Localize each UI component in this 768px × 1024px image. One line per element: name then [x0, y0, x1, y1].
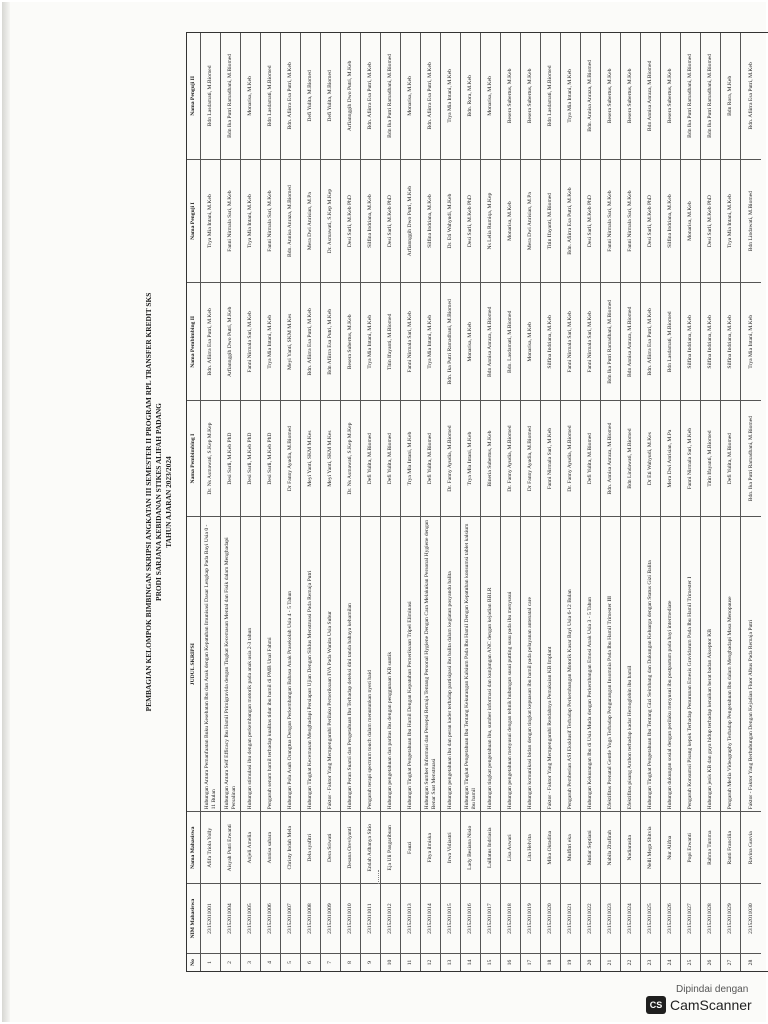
cell-pembimbing-1: Desi Sarli, M.Keb PhD — [221, 400, 240, 516]
cell-penguji-2: Defi Yulita, M.Biomed — [307, 70, 314, 122]
cell-penguji-1: Trya Mia Intani, M.Keb — [241, 159, 260, 283]
cell-pembimbing-1: Dr Fanny Ayudia, M.Biomed — [521, 400, 540, 516]
document-title — [144, 32, 184, 972]
cell-pembimbing-1: Bdn. Annisa Anraza, M.Biomed — [601, 400, 620, 516]
table-row — [521, 33, 541, 971]
cell-penguji-1: Desi Sarli, M.Keb PhD — [341, 159, 360, 283]
header-nama: Nama Mahasiswa — [187, 811, 200, 883]
table-row — [321, 33, 341, 971]
cell-pembimbing-1: Bineria Subertus, M.Keb — [481, 400, 500, 516]
cell-no: 2 — [221, 953, 240, 971]
cell-judul: Hubungan Tingkat Pengetahuan Ibu Hamil Dengan Kepatuhan Pemeriksaan Tripel Eliminasi — [401, 516, 420, 811]
cell-nim: 23152011027 — [681, 883, 700, 953]
cell-judul: Pengaruh Konsumsi Pisang kepok Terhadap Penurunan Emesis Gravidarum Pada Ibu Hamil Trimester I — [681, 516, 700, 811]
cell-nama: Nur Alifna — [661, 811, 680, 883]
cell-penguji-2: Monarisa, M.Keb — [247, 76, 254, 116]
cell-pembimbing-1: Dr Fanny Ayudia, M.Biomed — [281, 400, 300, 516]
table-row — [401, 33, 421, 971]
cell-pembimbing-1: Dr Eti Wahyudi, M.Kes — [641, 400, 660, 516]
cell-pembimbing-2: Bdn. Afiirra Esa Putri, M.Keb — [201, 282, 220, 400]
supervision-table — [186, 32, 768, 972]
cell-judul: Pengaruh terapi spectrum touch dalam menurunkan nyeri haid — [361, 516, 380, 811]
cell-penguji-2: Bdn. Afiirra Esa Putri, M.Keb — [427, 62, 434, 130]
cell-nim: 23152011004 — [221, 883, 240, 953]
cell-penguji-1: Silfina Indriana, M.Keb — [361, 159, 380, 283]
cell-penguji-1: Desi Sarli, M.Keb PhD — [641, 159, 660, 283]
header-pembimbing-2: Nama Pembimbing II — [187, 282, 200, 400]
cell-judul: Hubungan Tingkat Pengetahuan Ibu Tentang Kekurangan Kalsium Pada Ibu Hamil Dengan Kepatuhan konsumsi tablet kalsium ibu hamil — [461, 516, 480, 811]
cell-nim: 23152011028 — [701, 883, 720, 953]
cell-nim: 23152011026 — [661, 883, 680, 953]
cell-nim: 23152011007 — [281, 883, 300, 953]
cell-judul: Hubungan pengetahuan menyusui dengan tehnik hubungan susui putting susu pada ibu menyusui — [501, 516, 520, 811]
cell-nama: Dera Sriwati — [321, 811, 340, 883]
cell-penguji-2: Bdn. Afiirra Esa Putri, M.Keb — [367, 62, 374, 130]
cell-judul: Hubungan Tingkat Pengetahuan Ibu Tentang Gizi Seimbang dan Dukungan Keluarga dengan Status Gizi Balita — [641, 516, 660, 811]
cell-penguji-2: Besera Subertus, M.Keb — [667, 68, 674, 124]
cell-penguji-2: Defi Yulita, M.Biomed — [327, 70, 334, 122]
cell-nim: 23152011022 — [581, 883, 600, 953]
cell-penguji-1: Arfiannggih Dwo Putri, M.Keb — [401, 159, 420, 283]
cell-pembimbing-1: Trya Mia Intani, M.Keb — [401, 400, 420, 516]
cell-penguji-1: Bdn. Afiirra Esa Putri, M.Keb — [561, 159, 580, 283]
cell-nama: Rahma Tumma — [701, 811, 720, 883]
cell-nama: Annisa sahara — [261, 811, 280, 883]
cell-penguji-2: Bdn Rora, M.Keb — [727, 75, 734, 116]
cell-nim: 23152011010 — [341, 883, 360, 953]
cell-judul: Faktor - Faktor Yang Mempengaruhi Perilaku Pemeriksaan IVA Pada Wanita Usia Subur — [321, 516, 340, 811]
cell-pembimbing-2: Arfiannggih Dwo Putri, M.Keb — [221, 282, 240, 400]
table-row — [241, 33, 261, 971]
cell-nim: 23152011015 — [441, 883, 460, 953]
rotated-document — [144, 32, 768, 972]
cell-penguji-1: Silfina Indriana, M.Keb — [661, 159, 680, 283]
header-penguji-2: Nama Penguji II — [190, 75, 197, 116]
watermark-brand: CamScanner — [670, 997, 752, 1013]
cell-no: 25 — [681, 953, 700, 971]
cell-penguji-2: Monarisa, M.Keb — [407, 76, 414, 116]
cell-penguji-2: Bdn. Rora, M.Keb — [467, 75, 474, 117]
cell-pembimbing-1: Fanni Nirmala Sari, M.Keb — [541, 400, 560, 516]
table-row — [581, 33, 601, 971]
cell-no: 24 — [661, 953, 680, 971]
cell-nama: Popi Erwanti — [681, 811, 700, 883]
cell-nama: Nadiarasita — [621, 811, 640, 883]
table-row — [381, 33, 401, 971]
cell-nama: Eja Uli Pangaribuan — [381, 811, 400, 883]
cell-nama: Dela syafitri — [301, 811, 320, 883]
cell-penguji-2: Arfiannggih Dwo Putri, M.Keb — [347, 60, 354, 132]
cell-judul: Pengaruh Media Videography Terhadap Pengetahuan Ibu dalam Menghadapi Masa Menopause — [721, 516, 740, 811]
table-row — [681, 33, 701, 971]
cell-penguji-2: Besera Subertus, M.Keb — [507, 68, 514, 124]
cell-no: 16 — [501, 953, 520, 971]
cell-penguji-2: Bdn Ika Putri Ramadhani, M.Biomed — [387, 53, 394, 138]
cell-nim: 23152011020 — [541, 883, 560, 953]
table-row — [341, 33, 361, 971]
cell-nim: 23152011017 — [481, 883, 500, 953]
cell-nama: Anjeli Amelia — [241, 811, 260, 883]
cell-pembimbing-2: Fanni Nirmala Sari, M.Keb — [241, 282, 260, 400]
cell-penguji-2: Besera Subertus, M.Keb — [527, 68, 534, 124]
cell-penguji-1: Fanni Nirmala Sari, M.Keb — [261, 159, 280, 283]
table-row — [561, 33, 581, 971]
cell-nama: Desana Oreviyanti — [341, 811, 360, 883]
cell-nama: Aisyah Putri Erwanti — [221, 811, 240, 883]
cell-penguji-2: Bdn Lasdamati, M.Biomed — [547, 65, 554, 127]
cell-no: 26 — [701, 953, 720, 971]
table-row — [481, 33, 501, 971]
cell-nama: Lisa Aswari — [501, 811, 520, 883]
watermark-prefix: Dipindai dengan — [676, 984, 749, 995]
table-row — [701, 33, 721, 971]
cell-no: 8 — [341, 953, 360, 971]
cell-nama: Ravina Gusvia — [741, 811, 761, 883]
table-row — [281, 33, 301, 971]
cell-penguji-1: Fanni Nirmala Sari, M.Keb — [221, 159, 240, 283]
cell-no: 1 — [201, 953, 220, 971]
cell-pembimbing-2: Bdn. Ika Putri Ramadhani, M.Biomed — [441, 282, 460, 400]
cell-nim: 23152011030 — [741, 883, 761, 953]
cell-pembimbing-2: Trya Mia Intani, M.Keb — [421, 282, 440, 400]
cell-pembimbing-2: Bdn Annisa Anraza, M.Biomed — [481, 282, 500, 400]
cell-penguji-1: Monarisa, M.Keb — [501, 159, 520, 283]
table-row — [741, 33, 761, 971]
cell-judul: Efektifitas Prenatal Gentle Yoga Terhadap Pengurangan Insomnia Pada Ibu Hamil Trimester III — [601, 516, 620, 811]
cell-penguji-1: Bdn Lindawati, M.Biomed — [741, 159, 761, 283]
cell-no: 21 — [601, 953, 620, 971]
cell-judul: Hubungan stimulasi ibu dengan perkembangan motorik pada anak usia 2-3 tahun — [241, 516, 260, 811]
cell-pembimbing-1: Desi Sarli, M.Keb PhD — [261, 400, 280, 516]
cell-nim: 23152011005 — [241, 883, 260, 953]
cell-nim: 23152011025 — [641, 883, 660, 953]
cell-nama: Fauzi — [401, 811, 420, 883]
cell-penguji-1: Bdn. Annisa Anraza, M.Biomed — [281, 159, 300, 283]
cell-judul: Hubungan tingkat pengetahuan ibu, sumber informasi dan kunjungan ANC dengan kejadian BBLR — [481, 516, 500, 811]
cell-judul: Hubungan Tingkat Kecemasan Menghadapi Persiapan Ujian Dengan Siklus Menstruasi Pada Remaja Putri — [301, 516, 320, 811]
cell-nama: Mulfitri eka — [561, 811, 580, 883]
cell-penguji-1: Mera Dwi Anrisian, M.Pa — [521, 159, 540, 283]
cell-nama: Christy Indah Mela — [281, 811, 300, 883]
cell-no: 10 — [381, 953, 400, 971]
cell-pembimbing-2: Bdn. Afiirra Esa Putri, M.Keb — [301, 282, 320, 400]
cell-pembimbing-1: Dr. Fanny Ayudia, M.Biomed — [501, 400, 520, 516]
cell-pembimbing-1: Defi Yulita, M.Biomed — [581, 400, 600, 516]
cell-nim: 23152011011 — [361, 883, 380, 953]
scanned-page — [2, 2, 766, 1022]
cell-pembimbing-2: Bdn Annisa Anraza, M.Biomed — [621, 282, 640, 400]
cell-pembimbing-2: Trya Mia Intani, M.Keb — [741, 282, 761, 400]
cell-judul: Faktor - Faktor Yang Berhubungan Dengan Kejadian Fluor Albus Pada Remaja Putri — [741, 516, 761, 811]
cell-nim: 23152011029 — [721, 883, 740, 953]
cell-no: 12 — [421, 953, 440, 971]
cell-nim: 23152011012 — [381, 883, 400, 953]
camscanner-watermark — [642, 982, 762, 1018]
header-nim: NIM Mahasiswa — [187, 883, 200, 953]
cell-pembimbing-2: Bdn Afiirra Esa Putri, M.Keb — [321, 282, 340, 400]
cell-pembimbing-1: Fanni Nirmala Sari, M.Keb — [681, 400, 700, 516]
cell-judul: Hubungan Antara Self Efficacy Ibu Hamil Primigravida dengan Tingkat Kecemasan Mental dan Fisik dalam Menghadapi Persalinan — [221, 516, 240, 811]
cell-pembimbing-2: Besera Subertus, M.Keb — [341, 282, 360, 400]
cell-pembimbing-2: Fanni Nirmala Sari, M.Keb — [581, 282, 600, 400]
cell-pembimbing-1: Trya Mia Intani, M.Keb — [461, 400, 480, 516]
cell-judul: Pengaruh Pemberian ASI Eksklusif Terhadap Perkembangan Motorik Kasar Bayi Usia 6-12 Bulan — [561, 516, 580, 811]
table-row — [301, 33, 321, 971]
cell-judul: Pengaruh senam hamil terhadap kualitas tidur ibu hamil di PMB Unal Fahmi — [261, 516, 280, 811]
cell-penguji-1: Monarisa, M.Keb — [681, 159, 700, 283]
cell-pembimbing-1: Meyi Yanti, SKM M.Kes — [301, 400, 320, 516]
cell-penguji-2: Trya Mia Intani, M.Keb — [447, 69, 454, 123]
cell-pembimbing-1: Dr. Ns Asmawati, S.Kep M.Kep — [341, 400, 360, 516]
cell-pembimbing-1: Defi Yulita, M.Biomed — [361, 400, 380, 516]
cell-penguji-2: Bdn Lasdamati, M.Biomed — [207, 65, 214, 127]
cell-pembimbing-1: Bdn. Ika Putri Ramadhani, M.Biomed — [741, 400, 761, 516]
cell-pembimbing-2: Fanni Nirmala Sari, M.Keb — [561, 282, 580, 400]
cell-pembimbing-2: Trya Mia Intani, M.Keb — [261, 282, 280, 400]
cell-penguji-1: Silfina Indriana, M.Keb — [421, 159, 440, 283]
cell-penguji-2: Besera Subertus, M.Keb — [627, 68, 634, 124]
cell-judul: Efektifitas pisang Ambon terhadap kadar Hemoglobin ibu hamil — [621, 516, 640, 811]
cell-nama: Nabila Zhafirah — [601, 811, 620, 883]
table-row — [541, 33, 561, 971]
table-row — [421, 33, 441, 971]
table-row — [661, 33, 681, 971]
cell-pembimbing-2: Bdn Lasdamati, M.Biomed — [661, 282, 680, 400]
cell-no: 20 — [581, 953, 600, 971]
margin-mark — [378, 870, 383, 884]
cell-pembimbing-2: Bdn. Lasdamati, M.Biomed — [501, 282, 520, 400]
cell-nama: Mutiar Septiani — [581, 811, 600, 883]
table-row — [221, 33, 241, 971]
cell-pembimbing-1: Dr. Fanny Ayudia, M.Biomed — [441, 400, 460, 516]
cell-nim: 23152011023 — [601, 883, 620, 953]
cell-pembimbing-1: Defi Yulita, M.Biomed — [421, 400, 440, 516]
cell-judul: Hubungan komunikasi bidan dengan tingkat kepuasan ibu hamil pada pelayanan antenatal care — [521, 516, 540, 811]
cell-no: 19 — [561, 953, 580, 971]
cell-pembimbing-2: Bdn. Afiirra Esa Putri, M.Keb — [641, 282, 660, 400]
header-no: No — [187, 953, 200, 971]
cell-pembimbing-1: Dr. Fanny Ayudia, M.Biomed — [561, 400, 580, 516]
cell-judul: Hubungan Kekurangan Ibu di Usia Muda dengan Perkembangan Emosi Anak Usia 3 - 5 Tahun — [581, 516, 600, 811]
cell-no: 15 — [481, 953, 500, 971]
cell-pembimbing-2: Trya Mia Intani, M.Keb — [361, 282, 380, 400]
cell-no: 9 — [361, 953, 380, 971]
cell-pembimbing-1: Desi Sarli, M.Keb PhD — [241, 400, 260, 516]
cell-nama: Lita Helvita — [521, 811, 540, 883]
cell-nim: 23152011021 — [561, 883, 580, 953]
cell-nim: 23152011024 — [621, 883, 640, 953]
cell-pembimbing-2: Silfina Indriana, M.Keb — [721, 282, 740, 400]
cell-nim: 23152011001 — [201, 883, 220, 953]
cell-judul: Hubungan dukungan sosial dengan perilaku menyusui ibu postpartum pada bayi intermediate — [661, 516, 680, 811]
cell-nama: Endah Adhanya Sitio — [361, 811, 380, 883]
cell-penguji-1: Mera Dwi Anrisian, M.Pa — [301, 159, 320, 283]
cell-pembimbing-2: Titin Ifayanti, M.Biomed — [381, 282, 400, 400]
cell-nama: Irwa Vidiastri — [441, 811, 460, 883]
cell-nim: 23152011009 — [321, 883, 340, 953]
cell-penguji-1: Fanni Nirmala Sari, M.Keb — [601, 159, 620, 283]
cell-pembimbing-2: Silfina Indriana, M.Keb — [541, 282, 560, 400]
cell-pembimbing-2: Bdn Ika Putri Ramadhani, M.Biomed — [601, 282, 620, 400]
scan-edge-shadow — [2, 2, 10, 1022]
cell-nama: Afifa Triola Yolly — [201, 811, 220, 883]
title-line-3: TAHUN AJARAN 2023/2024 — [164, 456, 173, 548]
header-pembimbing-1: Nama Pembimbing I — [187, 400, 200, 516]
cell-judul: Hubungan pengetahuan ibu dan peran kader terhadap partisipasi ibu balita dalam kegiatan posyandu balita — [441, 516, 460, 811]
cell-judul: Hubungan Peran Suami dan Pengetahuan Ibu Terhadap deteksi dini tanda bahaya kehamilan — [341, 516, 360, 811]
cell-nim: 23152011006 — [261, 883, 280, 953]
cell-nim: 23152011008 — [301, 883, 320, 953]
camscanner-logo-icon: CS — [646, 996, 666, 1014]
cell-penguji-1: Dr. Eti Wahyudi, M.Keb — [441, 159, 460, 283]
cell-pembimbing-1: Defi Yulita, M.Biomed — [381, 400, 400, 516]
cell-penguji-2: Bdn Lasdamati, M.Biomed — [267, 65, 274, 127]
cell-no: 18 — [541, 953, 560, 971]
cell-no: 3 — [241, 953, 260, 971]
cell-pembimbing-2: Silfina Indriana, M.Keb — [701, 282, 720, 400]
cell-penguji-1: Desi Sarli, M.Keb PhD — [701, 159, 720, 283]
cell-no: 14 — [461, 953, 480, 971]
table-row — [501, 33, 521, 971]
cell-pembimbing-1: Titin Ifayanti, M.Biomed — [701, 400, 720, 516]
cell-penguji-2: Bdn. Afiirra Esa Putri, M.Keb — [747, 62, 754, 130]
table-row — [361, 33, 381, 971]
table-row — [441, 33, 461, 971]
cell-no: 17 — [521, 953, 540, 971]
cell-pembimbing-1: Meyi Yanti, SKM M.Kes — [321, 400, 340, 516]
title-line-2: PRODI SARJANA KEBIDANAN STIKES ALIFAH PADANG — [154, 403, 163, 601]
cell-penguji-2: Bdn. Annisa Anraza, M.Biomed — [587, 59, 594, 132]
cell-nim: 23152011019 — [521, 883, 540, 953]
cell-penguji-1: Trya Mia Intani, M.Keb — [721, 159, 740, 283]
cell-penguji-1: Fanni Nirmala Sari, M.Keb — [621, 159, 640, 283]
cell-pembimbing-2: Silfina Indriana, M.Keb — [681, 282, 700, 400]
cell-penguji-1: Desi Sarli, M.Keb PhD — [461, 159, 480, 283]
cell-penguji-1: Ns Lelia Rumiqa, M.Kep — [481, 159, 500, 283]
table-row — [201, 33, 221, 971]
table-body — [201, 33, 761, 971]
cell-nama: Lady Besiana Nisio — [461, 811, 480, 883]
cell-judul: Hubungan Sumber Informasi dan Persepsi Remaja Tentang Personal Hygiene Dengan Cara Melakukan Personal Hygiene dengan Benar Saat Menstruasi — [421, 516, 440, 811]
table-row — [641, 33, 661, 971]
table-row — [601, 33, 621, 971]
cell-judul: Hubungan Antara Pemanfaatan Buku Kesehatan Ibu dan Anak dengan Kepatuhan Imunisasi Dasar Lengkap Pada Bayi Usia 0 - 11 Bulan — [201, 516, 220, 811]
cell-nim: 23152011014 — [421, 883, 440, 953]
title-line-1: PEMBAGIAN KELOMPOK BIMBINGAN SKRIPSI ANGKATAN III SEMESTER II PROGRAM RPL TRANSFER KREDIT SKS — [144, 292, 153, 712]
table-row — [721, 33, 741, 971]
cell-nama: Nelli Mega Shitvia — [641, 811, 660, 883]
table-header-row — [187, 33, 201, 971]
cell-pembimbing-2: Monarisa, M.Keb — [461, 282, 480, 400]
cell-pembimbing-2: Meyi Yanti, SKM M.Kes — [281, 282, 300, 400]
cell-pembimbing-1: Mera Dwi Anrisian, M.Pa — [661, 400, 680, 516]
cell-no: 27 — [721, 953, 740, 971]
cell-pembimbing-2: Fanni Nirmala Sari, M.Keb — [401, 282, 420, 400]
cell-nama: Fitya ilmiska — [421, 811, 440, 883]
cell-pembimbing-2: Monarisa, M.Keb — [521, 282, 540, 400]
cell-nama: Ranti Francilia — [721, 811, 740, 883]
cell-pembimbing-1: Dr. Ns Asmawati, S.Kep M.Kep — [201, 400, 220, 516]
cell-nim: 23152011016 — [461, 883, 480, 953]
cell-no: 7 — [321, 953, 340, 971]
cell-penguji-2: Bdn Ika Putri Ramadhani, M.Biomed — [227, 53, 234, 138]
cell-penguji-1: Desi Sarli, M.Keb PhD — [381, 159, 400, 283]
cell-penguji-2: Monarisa, M.Keb — [487, 76, 494, 116]
cell-no: 23 — [641, 953, 660, 971]
cell-pembimbing-1: Bdn Lindawati, M.Biomed — [621, 400, 640, 516]
cell-nim: 23152011013 — [401, 883, 420, 953]
cell-nama: Laillatus Indriasia — [481, 811, 500, 883]
cell-no: 6 — [301, 953, 320, 971]
header-penguji-1: Nama Penguji I — [187, 159, 200, 283]
cell-pembimbing-1: Defi Yulita, M.Biomed — [721, 400, 740, 516]
table-row — [261, 33, 281, 971]
cell-penguji-1: Dr. Asmawati, S.Kep M.Kep — [321, 159, 340, 283]
cell-no: 11 — [401, 953, 420, 971]
cell-no: 22 — [621, 953, 640, 971]
cell-penguji-2: Bdn Ika Putri Ramadhani, M.Biomed — [707, 53, 714, 138]
cell-penguji-2: Besera Subertus, M.Keb — [607, 68, 614, 124]
cell-judul: Hubungan pengetahuan dan paritas ibu dengan penggunaan KB suntik — [381, 516, 400, 811]
table-row — [461, 33, 481, 971]
cell-penguji-2: Bdn Annisa Anraza, M.Biomed — [647, 60, 654, 132]
cell-penguji-1: Desi Sarli, M.Keb PhD — [581, 159, 600, 283]
cell-judul: Faktor - Faktor Yang Mempengaruhi Rendahnya Pemakaian KB Implant — [541, 516, 560, 811]
cell-nama: Mika Oktadina — [541, 811, 560, 883]
cell-judul: Hubungan Pola Asuh Orangtua Dengan Perkembangan Bahasa Anak Prasekolah Usia 4 - 5 Tahun — [281, 516, 300, 811]
cell-penguji-2: Bdn Ika Putri Ramadhani, M.Biomed — [687, 53, 694, 138]
cell-no: 5 — [281, 953, 300, 971]
cell-no: 13 — [441, 953, 460, 971]
cell-penguji-2: Trya Mia Intani, M.Keb — [567, 69, 574, 123]
header-judul: JUDUL SKRIPSI — [187, 516, 200, 811]
table-row — [621, 33, 641, 971]
cell-no: 4 — [261, 953, 280, 971]
cell-penguji-1: Trya Mia Intani, M.Keb — [201, 159, 220, 283]
cell-no: 28 — [741, 953, 761, 971]
cell-penguji-1: Titin Ifayanti, M.Biomed — [541, 159, 560, 283]
cell-penguji-2: Bdn. Afiirra Esa Putri, M.Keb — [287, 62, 294, 130]
cell-judul: Hubungan jenis KB dan gaya hidup terhadap kenaikan berat badan Akseptor KB — [701, 516, 720, 811]
cell-nim: 23152011018 — [501, 883, 520, 953]
